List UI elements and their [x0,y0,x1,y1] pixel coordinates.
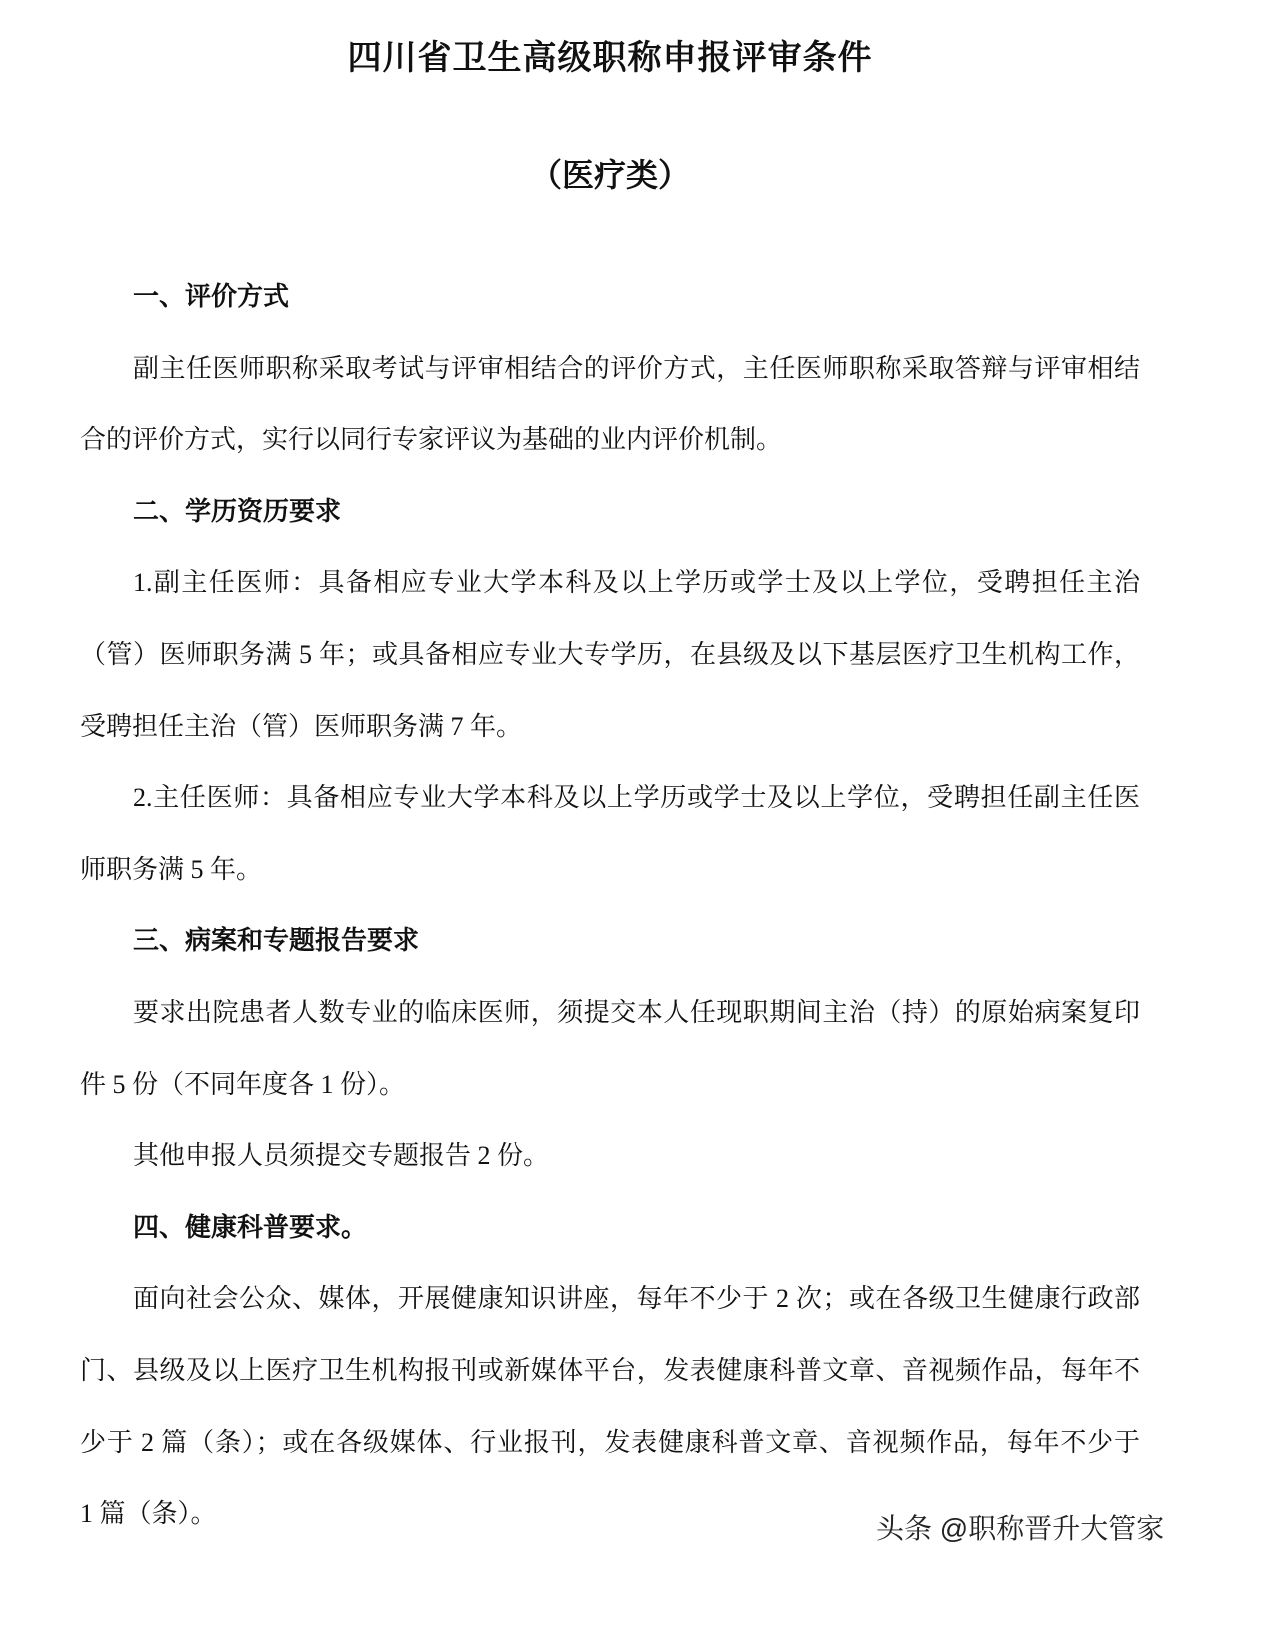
paragraph-line: 1 篇（条）。 [80,1499,217,1529]
paragraph-line: 合的评价方式，实行以同行专家评议为基础的业内评价机制。 [80,425,783,455]
paragraph-line: 1.副主任医师：具备相应专业大学本科及以上学历或学士及以上学位，受聘担任主治 [133,568,1140,598]
paragraph-line: 少于 2 篇（条）；或在各级媒体、行业报刊，发表健康科普文章、音视频作品，每年不少于 [80,1427,1140,1457]
paragraph-line: 件 5 份（不同年度各 1 份）。 [80,1069,406,1099]
section-heading: 一、评价方式 [133,281,290,311]
section-heading: 四、健康科普要求。 [133,1211,368,1242]
paragraph-line: 师职务满 5 年。 [80,854,263,884]
section-heading: 二、学历资历要求 [133,495,342,526]
paragraph-line: 面向社会公众、媒体，开展健康知识讲座，每年不少于 2 次；或在各级卫生健康行政部 [133,1284,1140,1314]
watermark: 头条 @职称晋升大管家 [876,1513,1165,1544]
paragraph-line: 副主任医师职称采取考试与评审相结合的评价方式，主任医师职称采取答辩与评审相结 [133,353,1140,383]
document-title: 四川省卫生高级职称申报评审条件 [347,39,873,77]
paragraph-line: 2.主任医师：具备相应专业大学本科及以上学历或学士及以上学位，受聘担任副主任医 [133,783,1140,813]
document-subtitle: （医疗类） [529,157,690,193]
paragraph-line: 其他申报人员须提交专题报告 2 份。 [133,1141,550,1171]
section-heading: 三、病案和专题报告要求 [133,925,420,956]
paragraph-line: （管）医师职务满 5 年；或具备相应专业大专学历，在县级及以下基层医疗卫生机构工作， [80,639,1140,669]
paragraph-line: 门、县级及以上医疗卫生机构报刊或新媒体平台，发表健康科普文章、音视频作品，每年不 [80,1355,1140,1385]
paragraph-line: 受聘担任主治（管）医师职务满 7 年。 [80,711,523,741]
document-body [80,261,1140,1550]
paragraph-line: 要求出院患者人数专业的临床医师，须提交本人任现职期间主治（持）的原始病案复印 [133,997,1140,1027]
